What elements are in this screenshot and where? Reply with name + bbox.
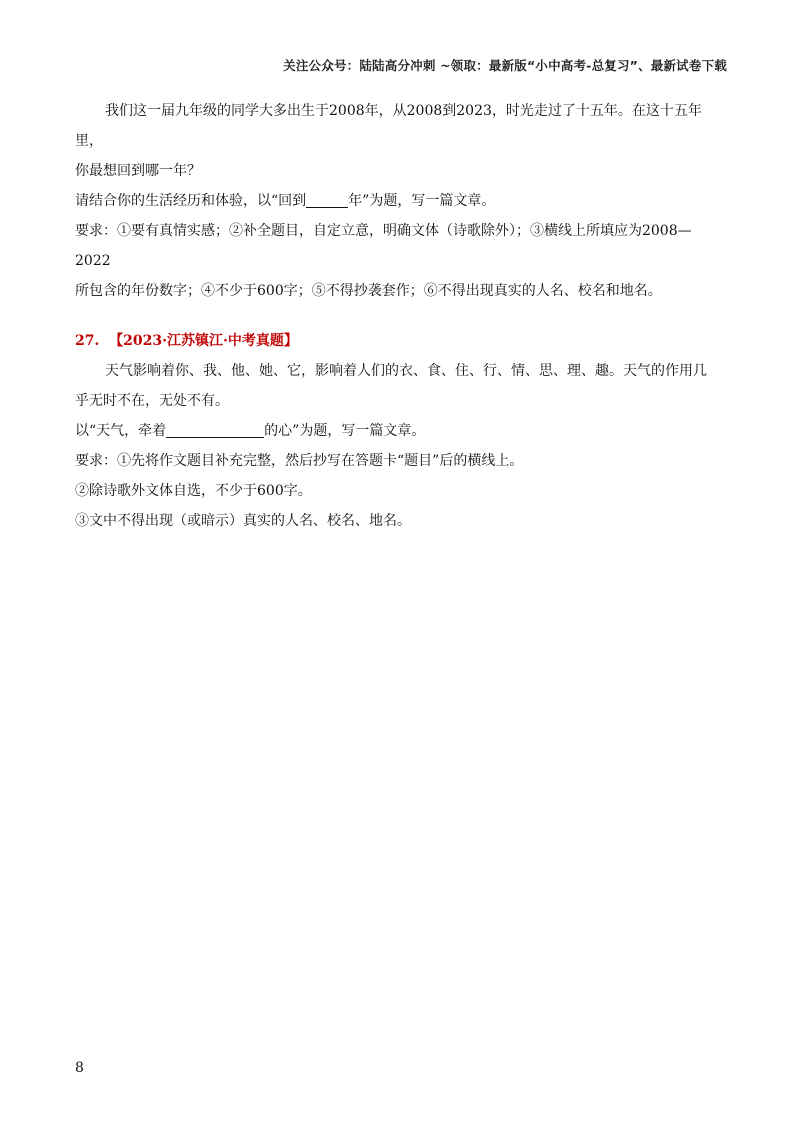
q27-title-blank — [166, 421, 264, 438]
page-header: 关注公众号：陆陆高分冲刺 ~领取：最新版“小中高考-总复习”、最新试卷下载 — [283, 58, 727, 73]
q27-intro-line1: 天气影响着你、我、他、她、它，影响着人们的衣、食、住、行、情、思、理、趣。天气的作用几 — [105, 363, 707, 379]
q27-prompt-post: 的心”为题，写一篇文章。 — [264, 423, 426, 439]
q27-heading — [75, 326, 727, 356]
q26-title-blank — [306, 191, 348, 208]
q27-prompt-pre: 以“天气，牵着 — [75, 423, 167, 439]
q26-intro-line2: 你最想回到哪一年？ — [75, 163, 201, 179]
q27-number: 27. — [75, 333, 100, 349]
q26-requirements-line1: 要求：①要有真情实感；②补全题目，自定立意，明确文体（诗歌除外）；③横线上所填应为2008—2022 — [75, 223, 692, 269]
q26-prompt-post: 年”为题，写一篇文章。 — [348, 193, 496, 209]
q26-intro-line1: 我们这一届九年级的同学大多出生于2008年，从2008到2023，时光走过了十五年。在这十五年里， — [75, 103, 702, 149]
q26-prompt — [75, 186, 727, 216]
q26-requirements-line2: 所包含的年份数字；④不少于600字；⑤不得抄袭套作；⑥不得出现真实的人名、校名和地名。 — [75, 283, 662, 299]
page-number: 8 — [75, 1060, 84, 1076]
q27-requirements-line3: ③文中不得出现（或暗示）真实的人名、校名、地名。 — [75, 513, 411, 529]
q26-prompt-pre: 请结合你的生活经历和体验，以“回到 — [75, 193, 307, 209]
q27-source: 【2023·江苏镇江·中考真题】 — [109, 333, 298, 349]
q27-intro-line2: 乎无时不在，无处不有。 — [75, 393, 229, 409]
q27-requirements-line2: ②除诗歌外文体自选，不少于600字。 — [75, 483, 312, 499]
page-content — [75, 96, 727, 536]
q27-prompt — [75, 416, 727, 446]
q27-requirements-line1: 要求：①先将作文题目补充完整，然后抄写在答题卡“题目”后的横线上。 — [75, 453, 524, 469]
